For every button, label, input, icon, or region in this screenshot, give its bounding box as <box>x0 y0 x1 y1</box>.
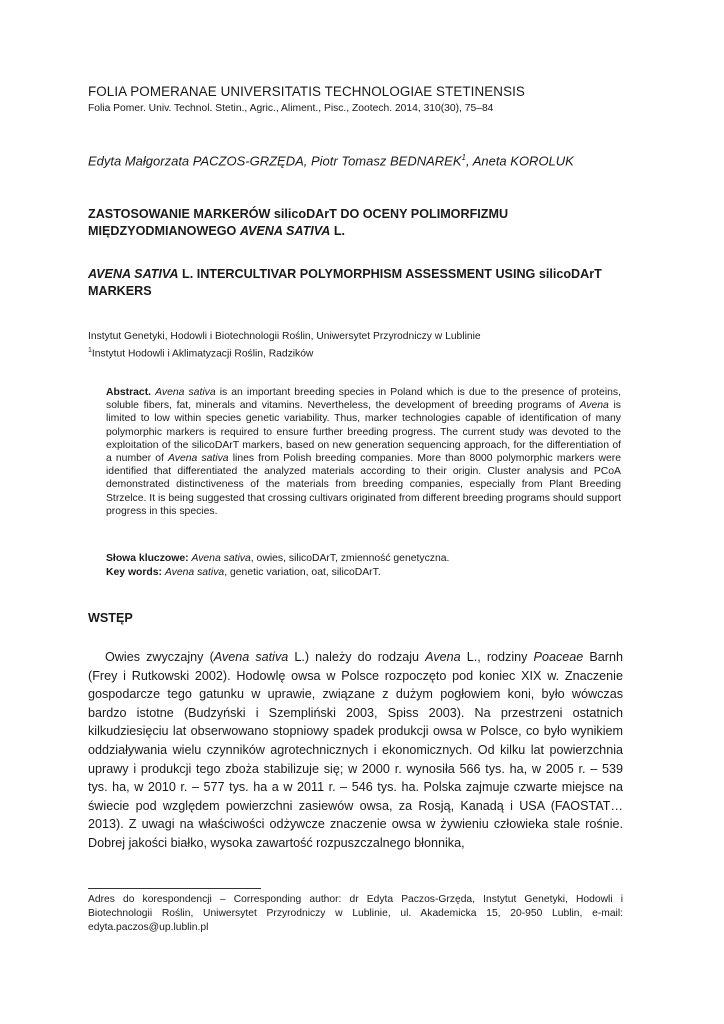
body-italic-1: Avena sativa <box>213 650 289 664</box>
keywords-pl-species: Avena sativa <box>191 553 251 564</box>
keywords-en-text: , genetic variation, oat, silicoDArT. <box>224 566 381 578</box>
title-pl-text: ZASTOSOWANIE MARKERÓW silicoDArT DO OCENY POLIMORFIZMU MIĘDZYODMIANOWEGO <box>88 207 509 238</box>
keywords-en-label: Key words: <box>106 566 163 578</box>
title-english <box>88 266 623 300</box>
keywords-english <box>106 566 621 580</box>
abstract-italic-3: Avena sativa <box>168 453 229 465</box>
body-text-2: L.) należy do rodzaju <box>288 650 426 664</box>
author-affiliation-mark: 1 <box>461 153 466 162</box>
authors-part-2: , Aneta KOROLUK <box>465 153 574 169</box>
body-paragraph <box>88 648 623 853</box>
footnote: Adres do korespondencji – Corresponding author: dr Edyta Paczos-Grzęda, Instytut Genetyki, Hodowli i Biotechnologii Roślin, Uniwersytet Przyrodniczy w Lublinie, ul. Akademicka 15, 20-950 Lublin, e-mail: edyta.paczos@up.lublin.pl <box>88 894 623 933</box>
title-pl-species: AVENA SATIVA <box>239 224 331 238</box>
journal-title: FOLIA POMERANAE UNIVERSITATIS TECHNOLOGIAE STETINENSIS <box>88 84 525 99</box>
author-list <box>88 153 623 168</box>
keywords-pl-text: , owies, silicoDArT, zmienność genetyczna. <box>250 553 450 564</box>
abstract-text-2: is limited to low within species genetic variability. Thus, marker technologies capable of identification of many polymorphic markers is required to ensure further breeding progress. The current study was devoted to the exploitation of the silicoDArT markers, based on new generation sequencing approach, for the differentiation of a number of <box>106 400 621 465</box>
title-en-species: AVENA SATIVA <box>88 267 179 281</box>
title-en-text: L. INTERCULTIVAR POLYMORPHISM ASSESSMENT USING silicoDArT MARKERS <box>88 267 602 298</box>
abstract-text-3: lines from Polish breeding companies. More than 8000 polymorphic markers were identified that differentiated the analyzed materials according to their origin. Cluster analysis and PCoA demonstrated distinctiveness of the materials from breeding companies, especially from Plant Breeding Strzelce. It is being suggested that crossing cultivars originated from different breeding programs should support progress in this species. <box>106 453 622 517</box>
body-text-3: L., rodziny <box>460 650 534 664</box>
body-text-1: Owies zwyczajny ( <box>105 650 214 664</box>
affiliation-2-text: Instytut Hodowli i Aklimatyzacji Roślin, Radzików <box>91 348 314 360</box>
abstract-text-1: is an important breeding species in Poland which is due to the presence of proteins, soluble fibers, fat, minerals and vitamins. Nevertheless, the development of breeding programs of <box>106 387 621 412</box>
title-pl-suffix: L. <box>330 224 346 238</box>
journal-citation: Folia Pomer. Univ. Technol. Stetin., Agric., Aliment., Pisc., Zootech. 2014, 310(30), 75–84 <box>88 103 494 114</box>
title-polish <box>88 206 623 240</box>
keywords-en-species: Avena sativa <box>164 566 225 578</box>
body-italic-2: Avena <box>425 650 461 664</box>
section-heading: WSTĘP <box>88 611 133 625</box>
affiliation-1: Instytut Genetyki, Hodowli i Biotechnologii Roślin, Uniwersytet Przyrodniczy w Lublinie <box>88 331 481 342</box>
abstract <box>106 386 621 518</box>
abstract-italic-2: Avena <box>579 400 609 412</box>
affiliation-2 <box>88 344 623 361</box>
authors-part-1: Edyta Małgorzata PACZOS-GRZĘDA, Piotr Tomasz BEDNAREK <box>88 153 462 169</box>
body-text-4: Barnh (Frey i Rutkowski 2002). Hodowlę owsa w Polsce rozpoczęto pod koniec XIX w. Znaczenie gospodarcze tego gatunku w uprawie, związane z dużym pogłowiem koni, było wówczas bardzo istotne (Budzyński i Szempliński 2003, Spiss 2003). Na przestrzeni ostatnich kilkudziesięciu lat obserwowano stopniowy spadek produkcji owsa w Polsce, co było wynikiem oddziaływania wielu czynników agrotechnicznych i ekonomicznych. Od kilku lat powierzchnia uprawy i produkcji tego zboża stabilizuje się; w 2000 r. wynosiła 566 tys. ha, w 2005 r. – 539 tys. ha, w 2010 r. – 577 tys. ha a w 2011 r. – 546 tys. ha. Polska zajmuje czwarte miejsce na świecie pod względem powierzchni zasiewów owsa, za Rosją, Kanadą i USA (FAOSTAT… 2013). Z uwagi na właściwości odżywcze znaczenie owsa w żywieniu człowieka stale rośnie. Dobrej jakości białko, wysoka zawartość rozpuszczalnego błonnika, <box>88 650 623 850</box>
affiliation-2-mark: 1 <box>88 347 92 354</box>
keywords-polish <box>106 552 621 566</box>
affiliations <box>88 330 623 361</box>
body-italic-3: Poaceae <box>533 650 584 664</box>
footnote-divider <box>88 888 261 889</box>
keywords-pl-label: Słowa kluczowe: <box>106 553 189 564</box>
abstract-label: Abstract. <box>106 387 152 398</box>
abstract-italic-1: Avena sativa <box>155 387 216 398</box>
keywords <box>106 552 621 579</box>
